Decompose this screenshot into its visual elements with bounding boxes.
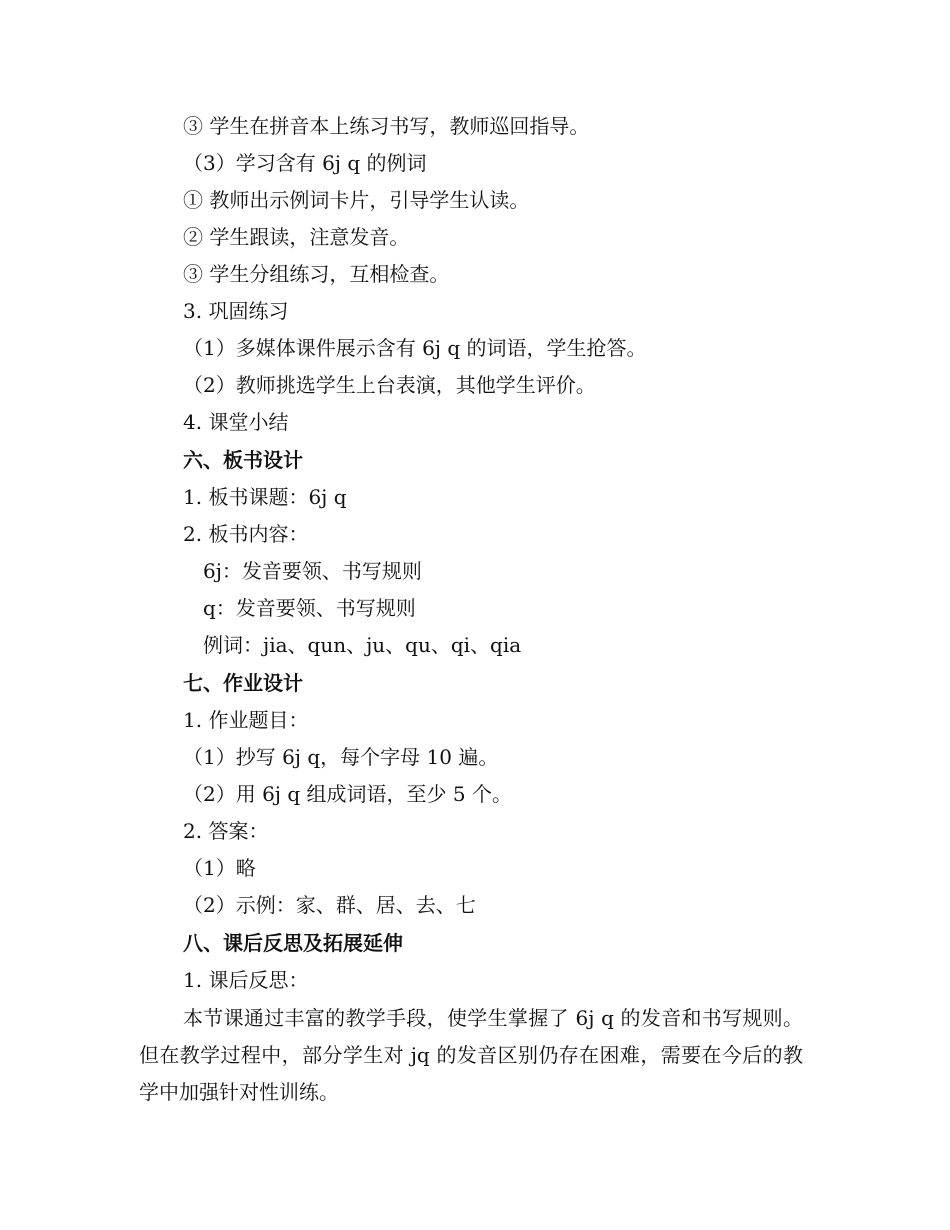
board-content-line: 6j：发音要领、书写规则 <box>203 559 422 583</box>
numbered-line: 2. 板书内容： <box>183 522 309 546</box>
section-heading-homework: 七、作业设计 <box>183 671 303 695</box>
subsection-line: （2）教师挑选学生上台表演，其他学生评价。 <box>183 373 596 397</box>
numbered-line: 3. 巩固练习 <box>183 299 289 323</box>
reflection-paragraph-text: 本节课通过丰富的教学手段，使学生掌握了 6j q 的发音和书写规则。但在教学过程中，部分学生对 jq 的发音区别仍存在困难，需要在今后的教学中加强针对性训练。 <box>139 1006 803 1104</box>
numbered-line: 2. 答案： <box>183 819 269 843</box>
board-content-line: 例词：jia、qun、ju、qu、qi、qia <box>203 633 522 657</box>
board-content-line: q：发音要领、书写规则 <box>203 596 416 620</box>
section-heading-board-design: 六、板书设计 <box>183 448 303 472</box>
subsection-line: （2）用 6j q 组成词语，至少 5 个。 <box>183 782 512 806</box>
numbered-line: 4. 课堂小结 <box>183 410 289 434</box>
section-heading-reflection: 八、课后反思及拓展延伸 <box>183 931 403 955</box>
reflection-paragraph <box>139 1000 803 1111</box>
numbered-line: 1. 课后反思： <box>183 968 309 992</box>
step-line: ③ 学生分组练习，互相检查。 <box>183 262 450 286</box>
step-line: ① 教师出示例词卡片，引导学生认读。 <box>183 188 530 212</box>
numbered-line: 1. 作业题目： <box>183 708 309 732</box>
numbered-line: 1. 板书课题：6j q <box>183 485 347 509</box>
subsection-line: （1）略 <box>183 856 256 880</box>
subsection-line: （1）多媒体课件展示含有 6j q 的词语，学生抢答。 <box>183 336 647 360</box>
step-line: ③ 学生在拼音本上练习书写，教师巡回指导。 <box>183 114 590 138</box>
subsection-line: （2）示例：家、群、居、去、七 <box>183 893 476 917</box>
subsection-line: （1）抄写 6j q，每个字母 10 遍。 <box>183 745 499 769</box>
subsection-line: （3）学习含有 6j q 的例词 <box>183 151 427 175</box>
step-line: ② 学生跟读，注意发音。 <box>183 225 410 249</box>
